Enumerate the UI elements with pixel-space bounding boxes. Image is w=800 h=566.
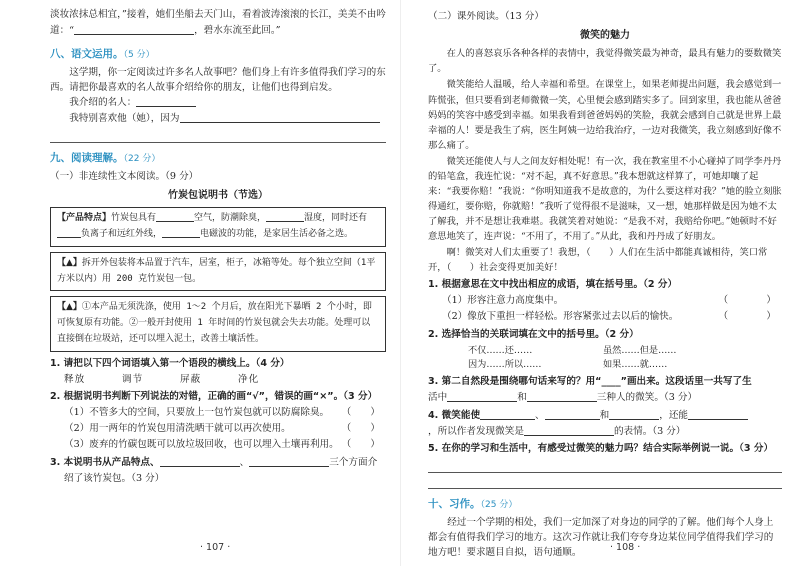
page-number-right: · 108 · xyxy=(610,542,641,554)
section-10-title: 十、习作。（25 分） xyxy=(428,498,518,511)
story-para: 在人的喜怒哀乐各种各样的表情中，我觉得微笑最为神奇，最具有魅力的要数微笑了。 xyxy=(428,48,782,75)
answer-paren[interactable]: （ ） xyxy=(718,294,776,306)
word-option: 调节 xyxy=(122,373,144,385)
blank-2[interactable] xyxy=(266,211,304,222)
r-q4-blank-3[interactable] xyxy=(609,409,659,420)
r-question-3: 3. 第二自然段是围绕哪句话来写的？用“____”画出来。这段话里一共写了生 xyxy=(428,376,752,387)
r-q4-blank-2[interactable] xyxy=(545,409,600,420)
r-q4-blank-1[interactable] xyxy=(480,409,535,420)
answer-paren[interactable]: （ ） xyxy=(718,310,776,322)
question-3-cont: 绍了该竹炭包。（3 分） xyxy=(64,472,165,484)
answer-paren[interactable]: （ ） xyxy=(341,423,380,435)
answer-paren[interactable]: （ ） xyxy=(341,438,380,450)
word-options xyxy=(50,373,386,388)
r-question-1: 1. 根据意思在文中找出相应的成语，填在括号里。（2 分） xyxy=(428,279,678,291)
blank-1[interactable] xyxy=(156,211,194,222)
r-q4-blank-4[interactable] xyxy=(688,409,748,420)
word-option: 释放 xyxy=(64,373,86,385)
story-para: 微笑还能使人与人之间友好相处呢！有一次，我在教室里不小心碰掉了同学李丹丹的铅笔盒，我连忙说：“对不起，真不好意思。”我本想就这样算了，可她却嚷了起来：“我要你赔！”我说：“你明知道我不是故意的，为什么要这样对我？”她的脸立刻胀得通红，要你赔，你就赔！”我听了觉得很不是滋味，又一想，她那样做是因为她不太了解我，并不是想让我难堪。我就笑着对她说：“是我不对，我赔给你吧。”她顿时不好意思地笑了，连声说：“不用了，不用了。”从此，我和丹丹成了好朋友。 xyxy=(428,155,782,242)
celebrity-blank[interactable] xyxy=(136,96,196,107)
r-q1-opt-1: （1）形容注意力高度集中。 （ ） xyxy=(428,294,782,309)
q3-blank-1[interactable] xyxy=(160,456,240,467)
charcoal-doc-title: 竹炭包说明书（节选） xyxy=(168,189,268,201)
r-question-2: 2. 选择恰当的关联词填在文中的括号里。（2 分） xyxy=(428,328,639,340)
q3-blank-2[interactable] xyxy=(249,456,329,467)
poem-blank[interactable] xyxy=(74,24,194,35)
conjunction-options xyxy=(428,344,782,373)
r-question-5: 5. 在你的学习和生活中，有感受过微笑的魅力吗？结合实际举例说一说。（3 分） xyxy=(428,443,774,455)
section-9-sub: （一）非连续性文本阅读。（9 分） xyxy=(50,171,199,183)
story-title: 微笑的魅力 xyxy=(580,29,630,41)
reading-sub: （二）课外阅读。（13 分） xyxy=(428,11,544,22)
notes-box: 【▲】①本产品无须洗涤，使用 1～2 个月后，放在阳光下暴晒 2 个小时，即可恢复原有功能。②一般开封使用 1 年时间的竹炭包就会失去功能。处理可以直接倒在垃圾站，还可以埋入泥土，改善土壤活性。 xyxy=(50,296,386,351)
q2-option-2: （2）用一两年的竹炭包用清洗晒干就可以再次使用。 （ ） xyxy=(50,422,386,437)
r-q3-blank-1[interactable] xyxy=(447,391,517,402)
story-body xyxy=(428,46,782,275)
answer-line[interactable] xyxy=(428,476,782,489)
r-q3-cont: 活中 和 三种人的微笑。（3 分） xyxy=(428,391,698,403)
answer-line[interactable] xyxy=(428,460,782,473)
product-feature-box: 【产品特点】竹炭包具有 空气，防潮除臭， 湿度，同时还有负离子和远红外线， 电磁波的功能，是家居生活必备之选。 xyxy=(50,207,386,247)
question-1: 1. 请把以下四个词语填入第一个语段的横线上。（4 分） xyxy=(50,357,290,369)
answer-paren[interactable]: （ ） xyxy=(341,407,380,419)
reason-line: 我特别喜欢他（她），因为 xyxy=(50,112,386,127)
question-3: 3. 本说明书从产品特点、 、 三个方面介 xyxy=(50,456,378,468)
poem-line-1: 淡妆浓抹总相宜，”接着，她们坐船去天门山，看着波涛滚滚的长江，美美不由吟 xyxy=(50,9,386,20)
reason-blank[interactable] xyxy=(180,112,380,123)
section-8-title: 八、语文运用。（5 分） xyxy=(50,47,155,60)
story-para: 啊！微笑对人们太重要了！我想，（ ）人们在生活中都能真诚相待，笑口常开，（ ）社会变得更加美好！ xyxy=(428,246,768,274)
blank-3[interactable] xyxy=(57,227,81,238)
r-q1-opt-2: （2）像放下重担一样轻松。形容紧张过去以后的愉快。 （ ） xyxy=(428,310,782,325)
question-2: 2. 根据说明书判断下列说法的对错，正确的画“√”，错误的画“×”。（3 分） xyxy=(50,391,378,403)
conj-option: 虽然……但是…… xyxy=(603,344,677,356)
story-para: 微笑能给人温暖，给人幸福和希望。在课堂上，如果老师提出问题，我会感觉到一阵慌张，但只要看到老师微微一笑，心里便会感到踏实多了。回到家里，我也能从爸爸妈妈的笑容中感受到幸福。如果我看到爸爸妈妈的笑脸，我就会感到自己就是世界上最幸福的人！要是我生了病，医生阿姨一边给我治疗，一边对我微笑，我立刻感到好像不那么痛了。 xyxy=(428,79,782,151)
right-page xyxy=(400,0,800,566)
word-option: 净化 xyxy=(238,373,260,385)
page-number-left: · 107 · xyxy=(200,542,231,554)
answer-line[interactable] xyxy=(50,130,386,143)
blank-4[interactable] xyxy=(162,227,200,238)
conj-option: 如果……就…… xyxy=(603,358,668,370)
r-q4-blank-5[interactable] xyxy=(524,425,614,436)
conj-option: 因为……所以…… xyxy=(468,358,542,370)
q2-option-3: （3）废弃的竹碳包既可以放垃圾回收，也可以埋入土壤再利用。 （ ） xyxy=(50,438,386,453)
section-9-title: 九、阅读理解。（22 分） xyxy=(50,152,161,165)
r-q3-blank-2[interactable] xyxy=(527,391,597,402)
section-10-text: 经过一个学期的相处，我们一定加深了对身边的同学的了解。他们每个人身上都会有值得我们学习的地方。这次习作就让我们夸夸身边某位同学值得我们学习的地方吧！要求题目自拟，语句通顺。 xyxy=(428,517,774,558)
r-question-4: 4. 微笑能使 、 和 ，还能 xyxy=(428,409,782,424)
r-q4-cont: ，所以作者发现微笑是 的表情。（3 分） xyxy=(428,425,686,437)
section-8-para: 这学期，你一定阅读过许多名人故事吧？他们身上有许多值得我们学习的东西。请把你最喜欢的名人故事介绍给你的朋友，让他们也得到启发。 xyxy=(50,66,386,93)
usage-box: 【▲】拆开外包装将本品置于汽车，居室，柜子，冰箱等处。每个独立空间（1平方米以内）用 200 克竹炭包一包。 xyxy=(50,252,386,292)
conj-option: 不仅……还…… xyxy=(468,344,533,356)
word-option: 屏蔽 xyxy=(180,373,202,385)
poem-line-2: 道：“ ，碧水东流至此回。” xyxy=(50,24,281,36)
q2-option-1: （1）不管多大的空间，只要放上一包竹炭包就可以防腐除臭。 （ ） xyxy=(50,406,386,421)
celebrity-line: 我介绍的名人： xyxy=(50,96,386,111)
